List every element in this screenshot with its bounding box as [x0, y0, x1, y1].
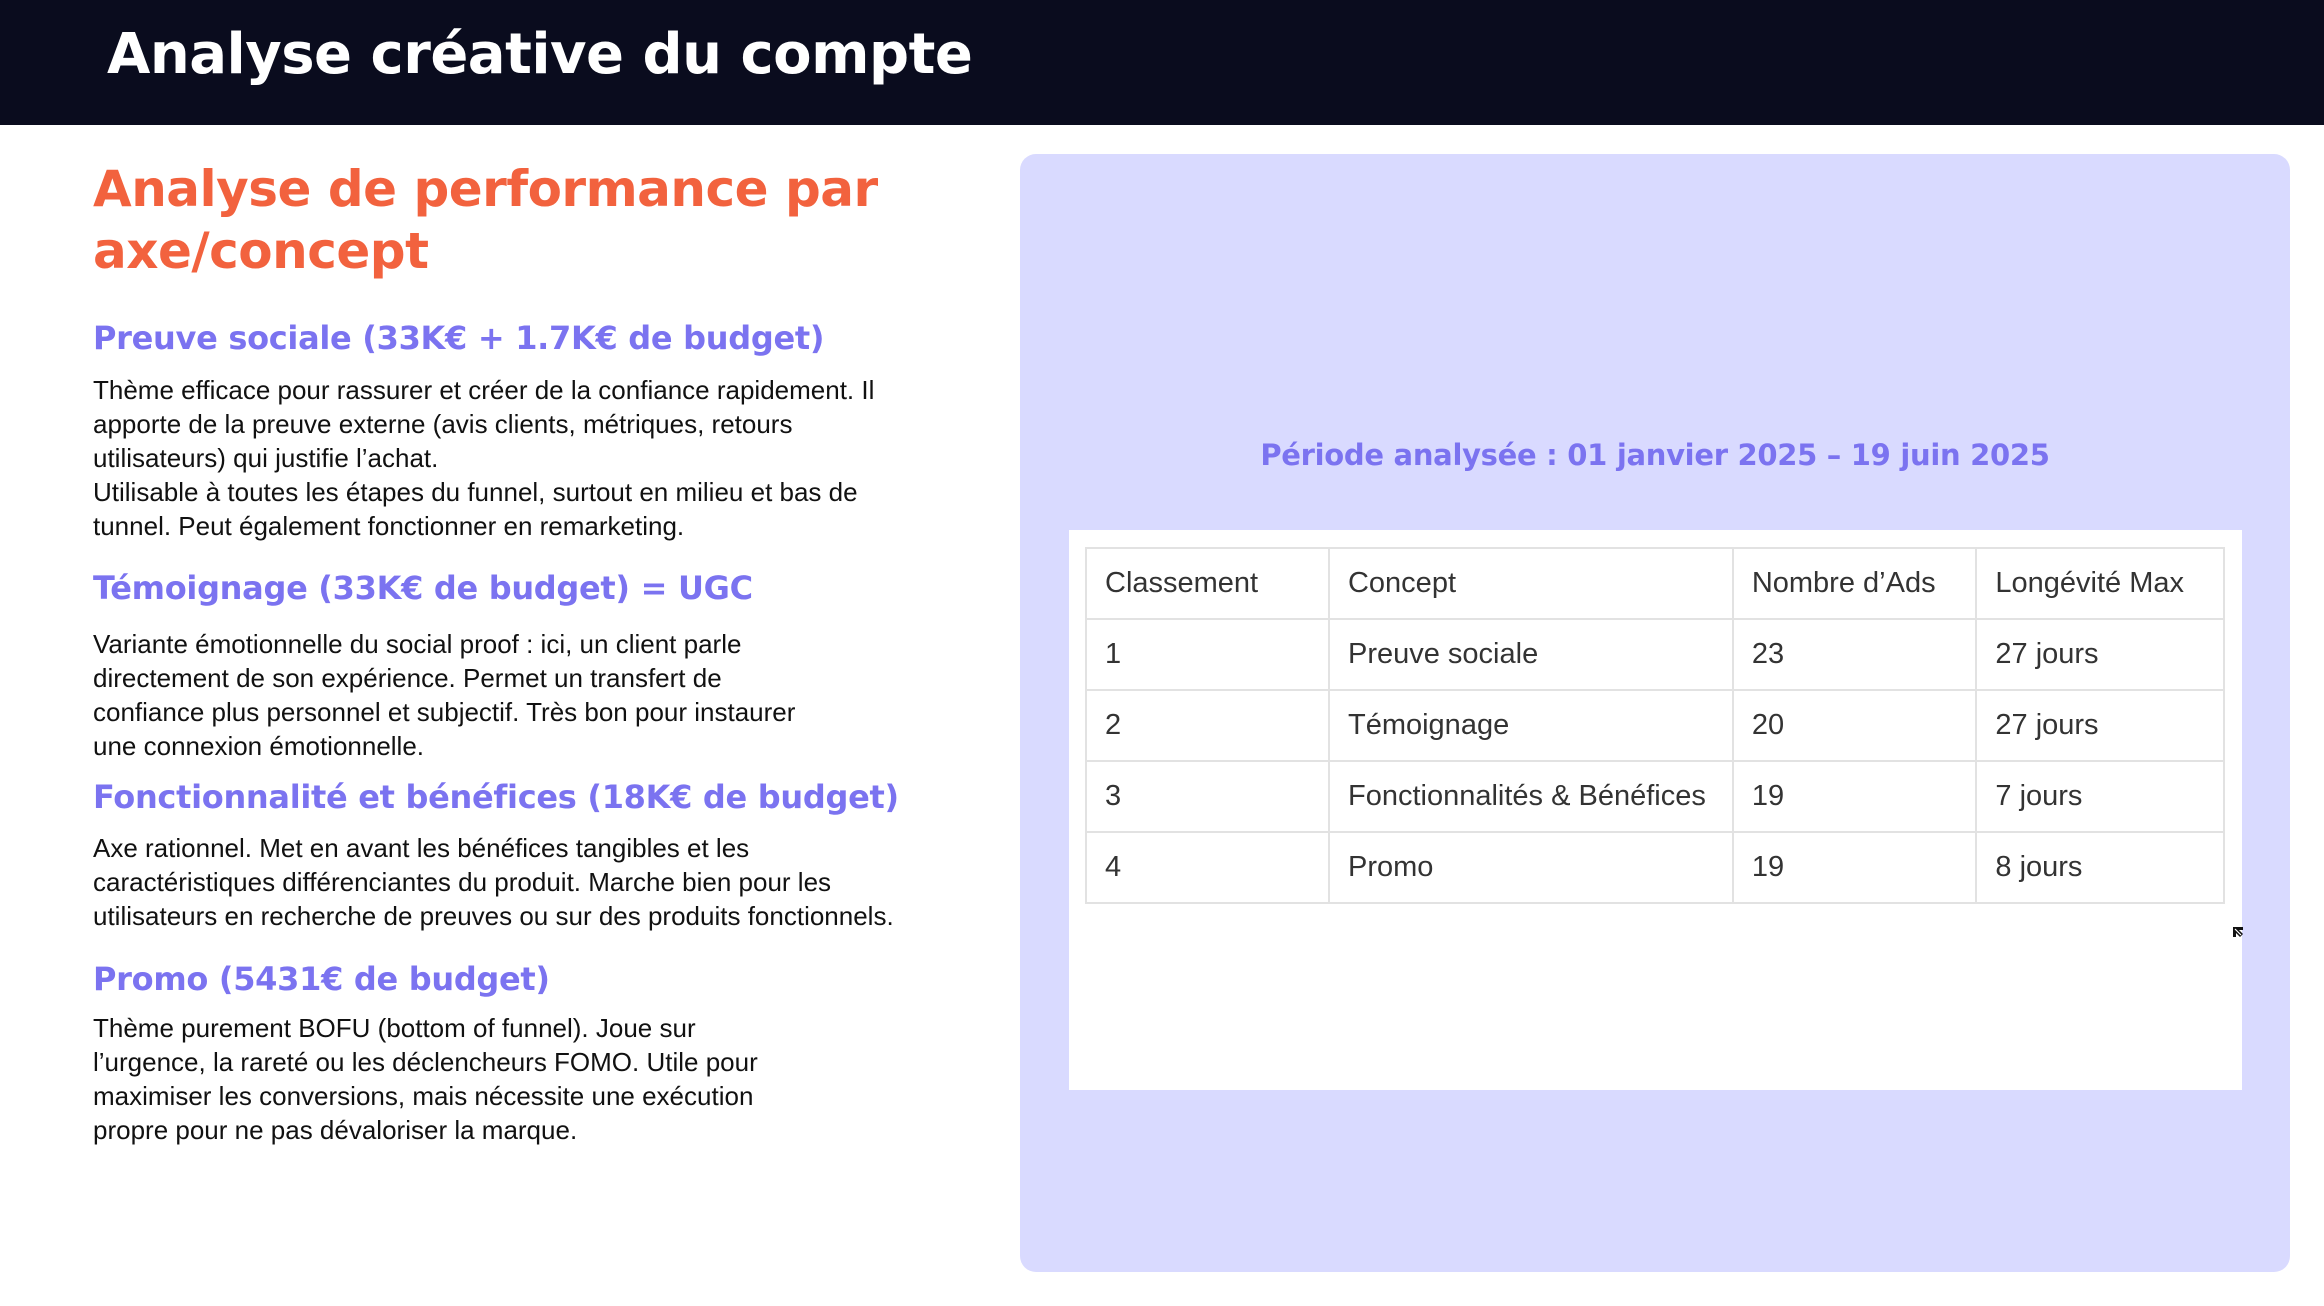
cell-concept: Témoignage [1329, 690, 1733, 761]
header-bar [0, 0, 2324, 125]
cell-ads-count: 20 [1733, 690, 1977, 761]
description-line: confiance plus personnel et subjectif. Très bon pour instaurer [93, 697, 796, 727]
table-row [1086, 619, 2224, 690]
concept-heading-preuve-sociale: Preuve sociale (33K€ + 1.7K€ de budget) [93, 319, 825, 357]
column-header-ads-count: Nombre d’Ads [1733, 548, 1977, 619]
cell-rank: 2 [1086, 690, 1329, 761]
description-line: l’urgence, la rareté ou les déclencheurs FOMO. Utile pour [93, 1047, 758, 1077]
cell-ads-count: 19 [1733, 832, 1977, 903]
ranking-table [1085, 547, 2225, 904]
cell-concept: Promo [1329, 832, 1733, 903]
concept-description-fonctionnalite [93, 831, 894, 933]
description-line: tunnel. Peut également fonctionner en remarketing. [93, 511, 685, 541]
analysis-period: Période analysée : 01 janvier 2025 – 19 juin 2025 [1260, 438, 2050, 472]
description-line: apporte de la preuve externe (avis clients, métriques, retours [93, 409, 793, 439]
description-line: caractéristiques différenciantes du produit. Marche bien pour les [93, 867, 832, 897]
description-line: Thème efficace pour rassurer et créer de la confiance rapidement. Il [93, 375, 875, 405]
table-header-row [1086, 548, 2224, 619]
cell-rank: 4 [1086, 832, 1329, 903]
description-line: directement de son expérience. Permet un transfert de [93, 663, 722, 693]
description-line: utilisateurs en recherche de preuves ou sur des produits fonctionnels. [93, 901, 894, 931]
cell-longevity: 7 jours [1976, 761, 2224, 832]
description-line: Variante émotionnelle du social proof : ici, un client parle [93, 629, 742, 659]
analysis-panel [1020, 154, 2290, 1272]
page-title: Analyse créative du compte [107, 22, 973, 87]
cell-rank: 3 [1086, 761, 1329, 832]
cell-ads-count: 19 [1733, 761, 1977, 832]
cell-concept: Preuve sociale [1329, 619, 1733, 690]
concept-description-temoignage [93, 627, 795, 763]
cell-concept: Fonctionnalités & Bénéfices [1329, 761, 1733, 832]
description-line: maximiser les conversions, mais nécessite une exécution [93, 1081, 754, 1111]
cell-rank: 1 [1086, 619, 1329, 690]
table-row [1086, 690, 2224, 761]
concept-heading-promo: Promo (5431€ de budget) [93, 960, 550, 998]
cell-longevity: 8 jours [1976, 832, 2224, 903]
column-header-concept: Concept [1329, 548, 1733, 619]
table-row [1086, 832, 2224, 903]
description-line: une connexion émotionnelle. [93, 731, 425, 761]
description-line: propre pour ne pas dévaloriser la marque. [93, 1115, 578, 1145]
cell-ads-count: 23 [1733, 619, 1977, 690]
description-line: Utilisable à toutes les étapes du funnel, surtout en milieu et bas de [93, 477, 858, 507]
concept-heading-fonctionnalite: Fonctionnalité et bénéfices (18K€ de budget) [93, 778, 899, 816]
concept-description-preuve-sociale [93, 373, 874, 543]
concept-heading-temoignage: Témoignage (33K€ de budget) = UGC [93, 569, 753, 607]
resize-handle-icon[interactable] [2232, 926, 2244, 938]
table-card [1069, 530, 2242, 1090]
description-line: Thème purement BOFU (bottom of funnel). Joue sur [93, 1013, 696, 1043]
column-header-rank: Classement [1086, 548, 1329, 619]
description-line: utilisateurs) qui justifie l’achat. [93, 443, 439, 473]
table-row [1086, 761, 2224, 832]
concept-description-promo [93, 1011, 758, 1147]
column-header-longevity: Longévité Max [1976, 548, 2224, 619]
cell-longevity: 27 jours [1976, 619, 2224, 690]
cell-longevity: 27 jours [1976, 690, 2224, 761]
section-title: Analyse de performance par axe/concept [93, 160, 878, 280]
description-line: Axe rationnel. Met en avant les bénéfices tangibles et les [93, 833, 750, 863]
